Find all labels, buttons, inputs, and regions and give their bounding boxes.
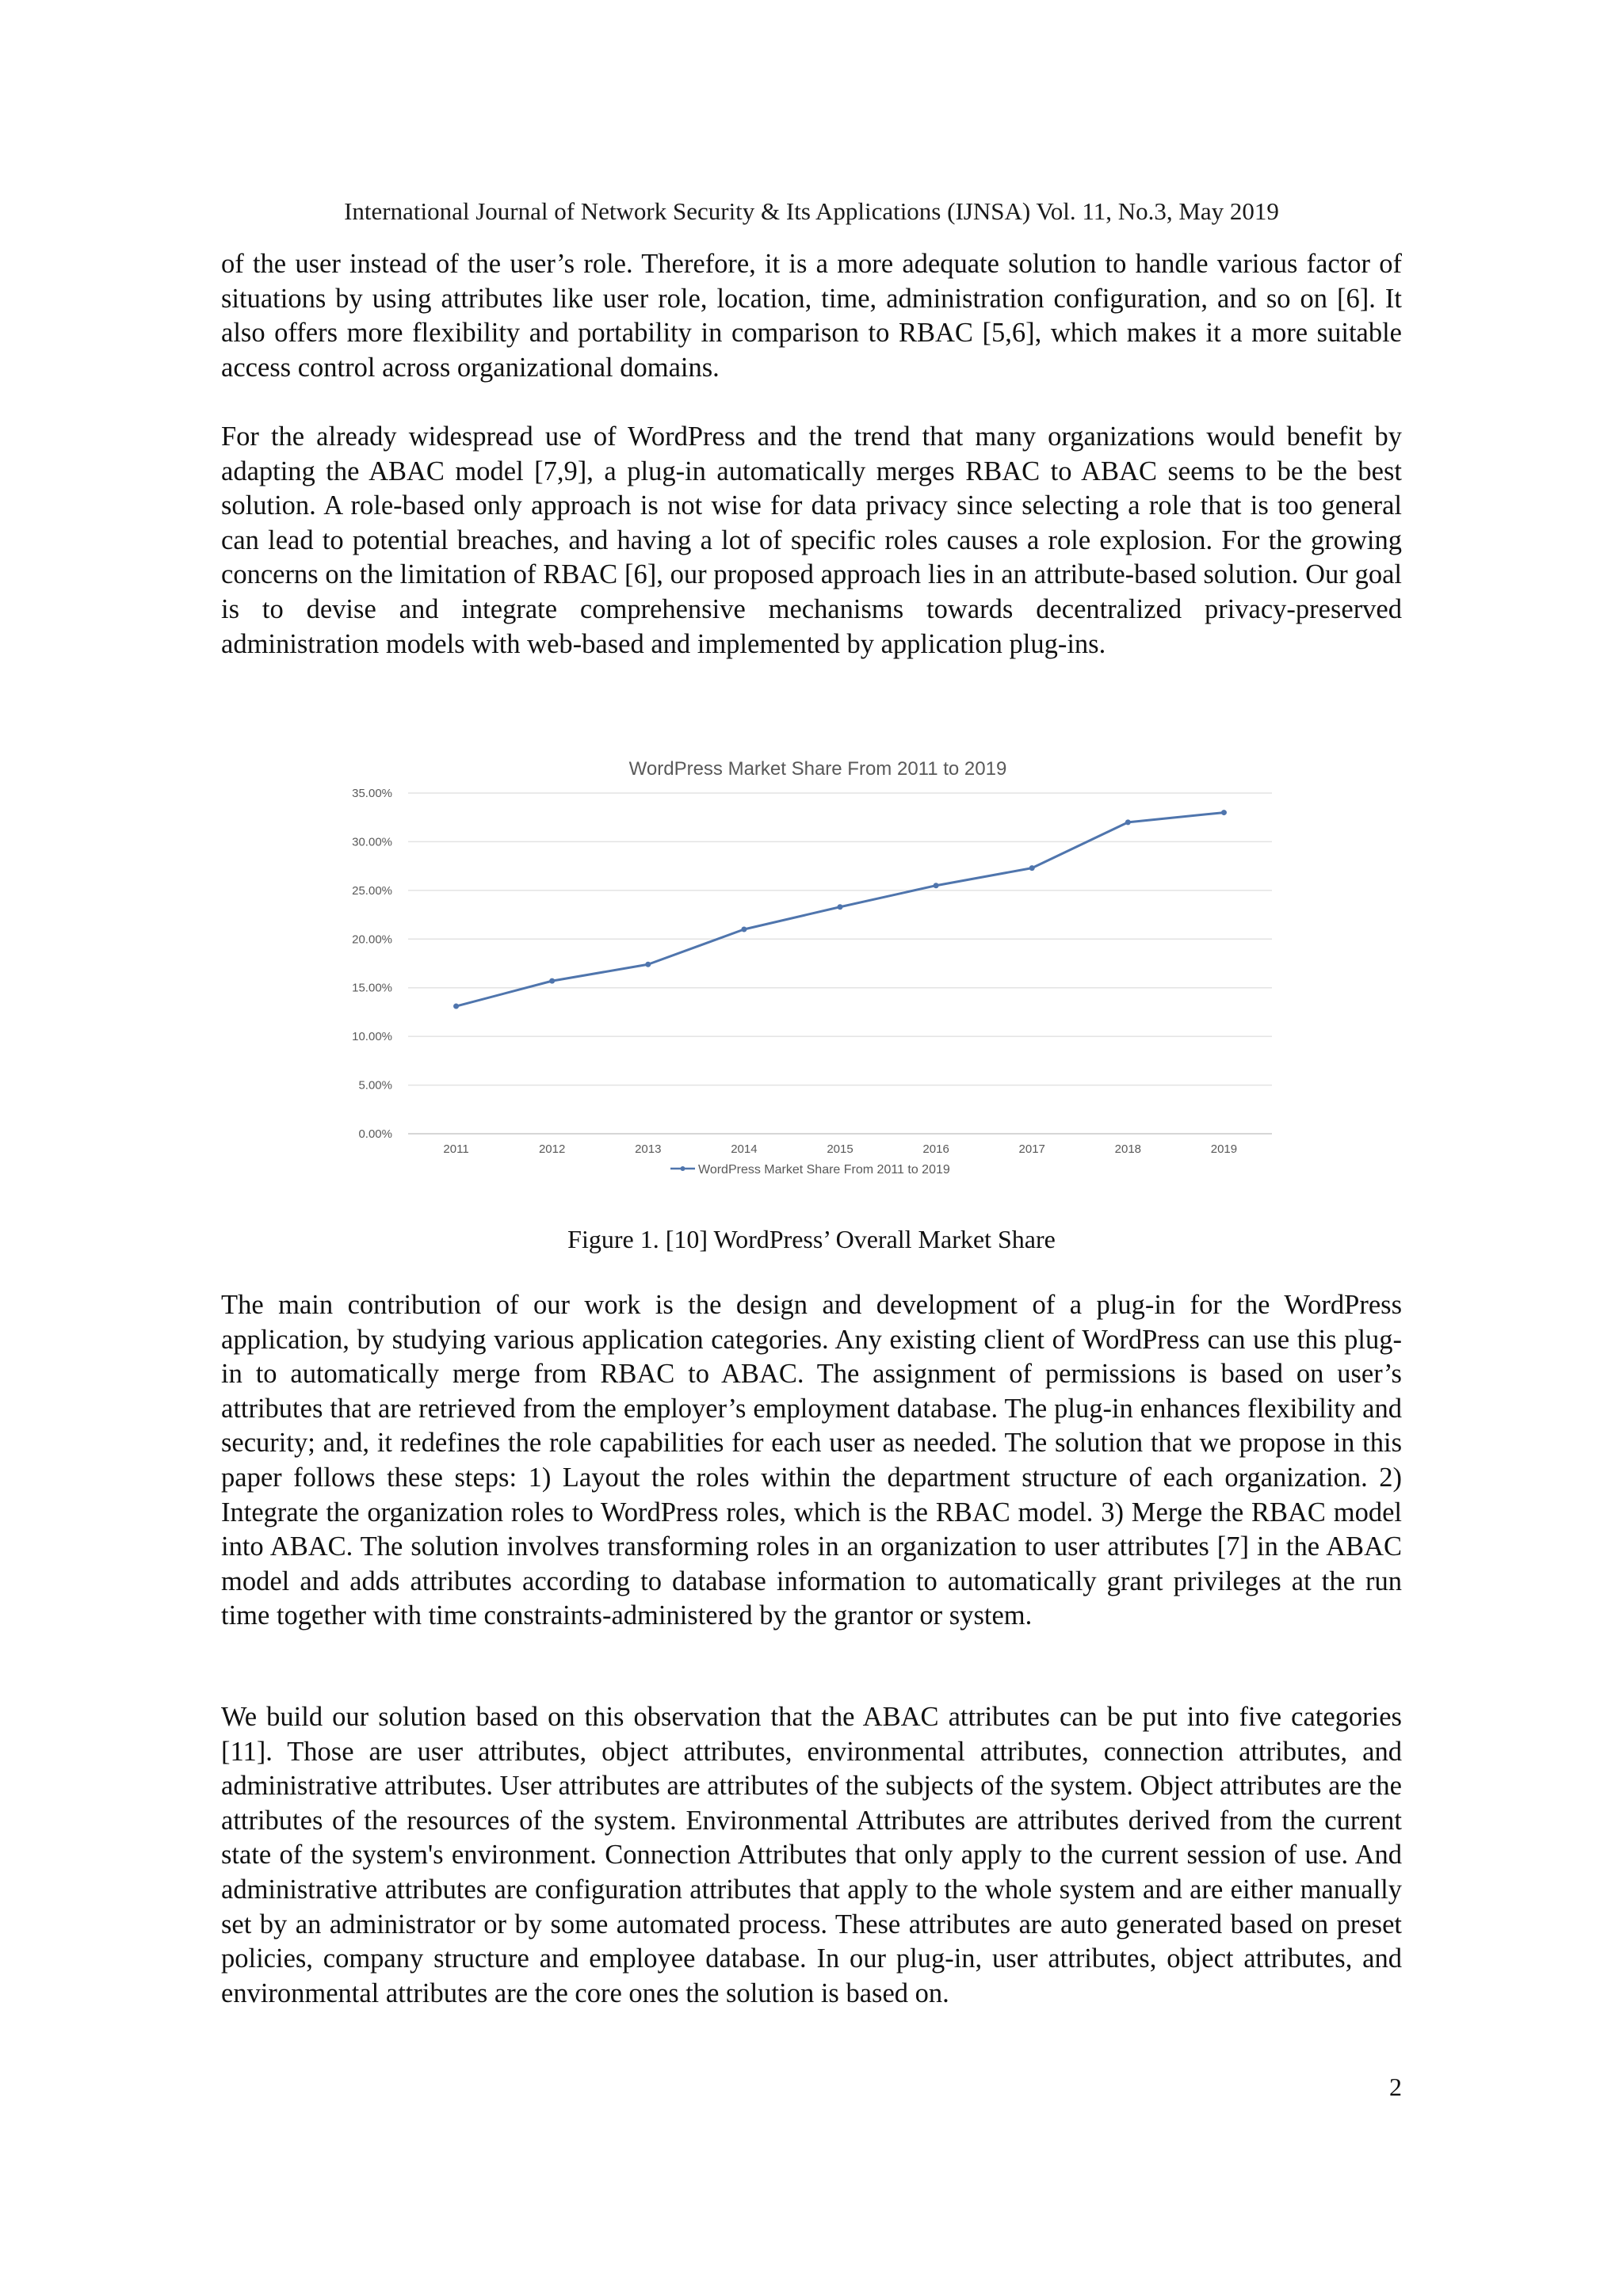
data-point xyxy=(934,883,939,888)
paragraph-4-container xyxy=(221,1700,1402,2011)
x-tick-label: 2017 xyxy=(1018,1142,1045,1156)
y-tick-label: 30.00% xyxy=(352,835,392,849)
x-tick-label: 2016 xyxy=(922,1142,949,1156)
data-point xyxy=(1125,819,1131,825)
body-paragraph: We build our solution based on this observation that the ABAC attributes can be put into five categories [11]. Those are user attributes, object attributes, environmental attributes, connection attributes, and administrative attributes. User attributes are attributes of the subjects of the system. Object attributes are the attributes of the resources of the system. Environmental Attributes are attributes derived from the current state of the system's environment. Connection Attributes that only apply to the current session of use. And administrative attributes are configuration attributes that apply to the whole system and are either manually set by an administrator or by some automated process. These attributes are auto generated based on preset policies, company structure and employee database. In our plug-in, user attributes, object attributes, and environmental attributes are the core ones the solution is based on. xyxy=(221,1702,1402,2008)
data-point xyxy=(1029,865,1035,871)
data-point xyxy=(1221,810,1227,815)
y-tick-label: 20.00% xyxy=(352,933,392,947)
x-tick-label: 2014 xyxy=(731,1142,758,1156)
figure-caption: Figure 1. [10] WordPress’ Overall Market Share xyxy=(567,1225,1056,1253)
running-header: International Journal of Network Security & Its Applications (IJNSA) Vol. 11, No.3, May 2019 xyxy=(344,197,1279,225)
chart-legend xyxy=(670,1163,950,1177)
figure-market-share-chart xyxy=(337,741,1288,1184)
legend-entry: WordPress Market Share From 2011 to 2019 xyxy=(698,1163,950,1177)
body-paragraph: For the already widespread use of WordPress and the trend that many organizations would benefit by adapting the ABAC model [7,9], a plug-in automatically merges RBAC to ABAC seems to be the best solution. A role-based only approach is not wise for data privacy since selecting a role that is too general can lead to potential breaches, and having a lot of specific roles causes a role explosion. For the growing concerns on the limitation of RBAC [6], our proposed approach lies in an attribute-based solution. Our goal is to devise and integrate comprehensive mechanisms towards decentralized privacy-preserved administration models with web-based and implemented by application plug-ins. xyxy=(221,421,1402,659)
data-point xyxy=(741,927,747,933)
x-tick-label: 2019 xyxy=(1210,1142,1238,1156)
data-point xyxy=(838,904,843,910)
x-tick-label: 2013 xyxy=(635,1142,662,1156)
paragraph-1-container xyxy=(221,247,1402,385)
page-number: 2 xyxy=(1389,2073,1402,2101)
y-tick-label: 0.00% xyxy=(358,1127,392,1141)
chart-title: WordPress Market Share From 2011 to 2019 xyxy=(628,758,1007,780)
paragraph-3-container xyxy=(221,1288,1402,1634)
x-tick-label: 2018 xyxy=(1114,1142,1142,1156)
chart-gridlines xyxy=(408,793,1272,1134)
body-paragraph: The main contribution of our work is the design and development of a plug-in for the WordPress application, by studying various application categories. Any existing client of WordPress can use this plug-in to automatically merge from RBAC to ABAC. The assignment of permissions is based on user’s attributes that are retrieved from the employer’s employment database. The plug-in enhances flexibility and security; and, it redefines the role capabilities for each user as needed. The solution that we propose in this paper follows these steps: 1) Layout the roles within the department structure of each organization. 2) Integrate the organization roles to WordPress roles, which is the RBAC model. 3) Merge the RBAC model into ABAC. The solution involves transforming roles in an organization to user attributes [7] in the ABAC model and adds attributes according to database information to automatically grant privileges at the run time together with time constraints-administered by the grantor or system. xyxy=(221,1290,1402,1631)
y-tick-label: 35.00% xyxy=(352,787,392,800)
data-point xyxy=(453,1004,459,1009)
y-tick-label: 5.00% xyxy=(358,1078,392,1093)
legend-marker-swatch xyxy=(681,1166,685,1171)
y-tick-label: 15.00% xyxy=(352,981,392,995)
x-tick-label: 2015 xyxy=(827,1142,854,1156)
body-paragraph: of the user instead of the user’s role. Therefore, it is a more adequate solution to handle various factor of situations by using attributes like user role, location, time, administration configuration, and so on [6]. It also offers more flexibility and portability in comparison to RBAC [5,6], which makes it a more suitable access control across organizational domains. xyxy=(221,249,1402,383)
data-point xyxy=(549,978,555,984)
chart-series xyxy=(453,810,1227,1009)
data-point xyxy=(645,962,651,967)
line-chart xyxy=(337,741,1288,1184)
paragraph-2-container xyxy=(221,420,1402,662)
y-tick-label: 10.00% xyxy=(352,1030,392,1044)
y-tick-label: 25.00% xyxy=(352,883,392,898)
chart-x-tick-labels xyxy=(443,1142,1237,1156)
x-tick-label: 2012 xyxy=(538,1142,566,1156)
x-tick-label: 2011 xyxy=(443,1142,469,1156)
chart-y-tick-labels xyxy=(352,787,392,1141)
